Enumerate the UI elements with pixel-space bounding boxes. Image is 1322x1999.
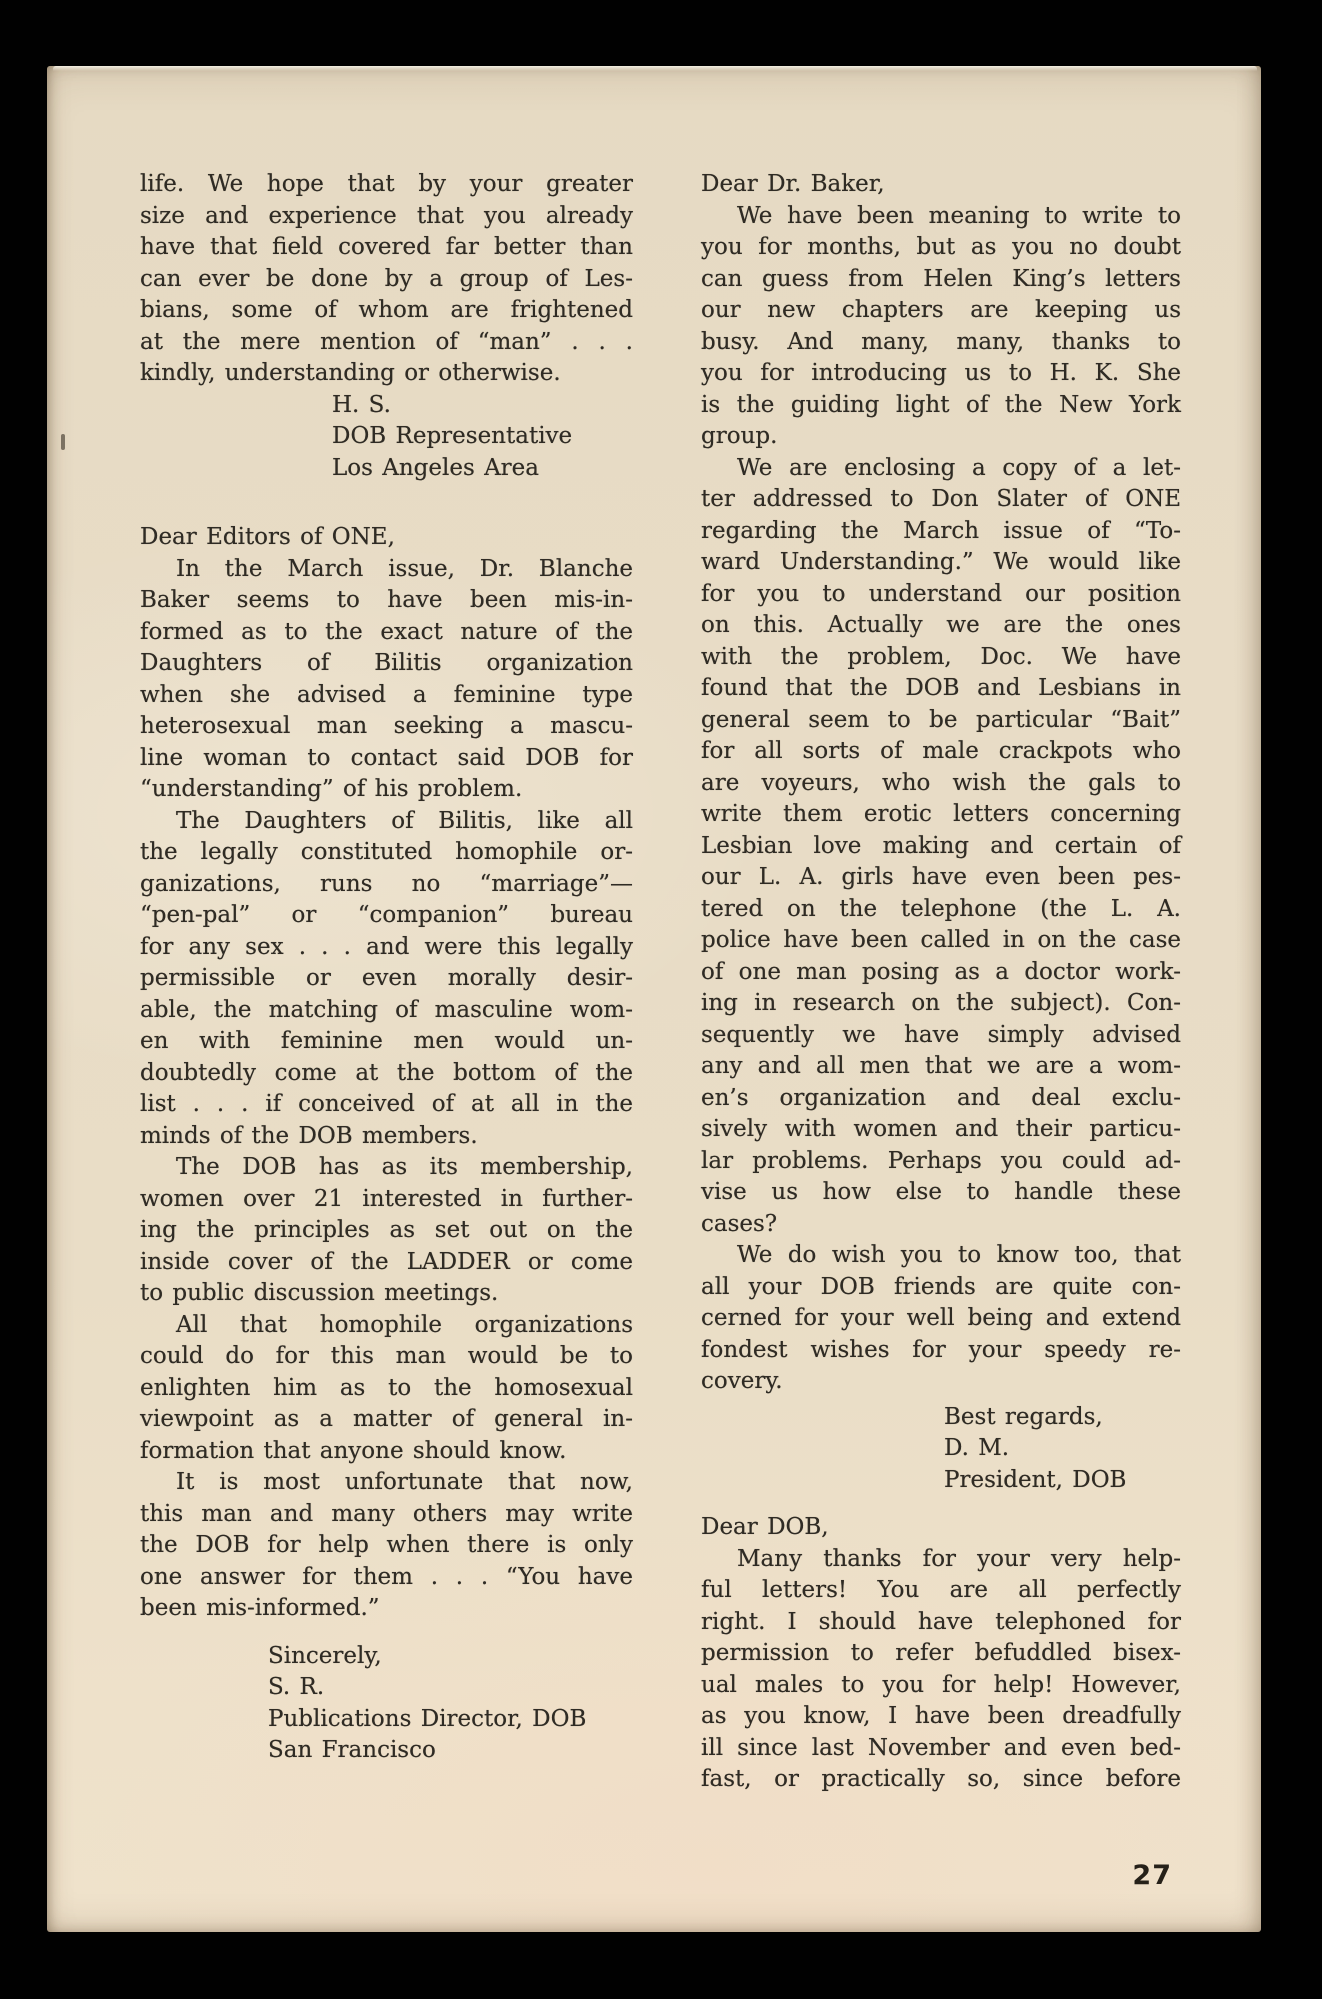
text-line: our new chapters are keeping us <box>701 297 1181 323</box>
text-line: one answer for them . . . “You have <box>140 1563 633 1590</box>
text-line: kindly, understanding or otherwise. <box>140 360 561 386</box>
paragraph <box>701 1544 1181 1796</box>
text-line: been mis-informed.” <box>140 1595 380 1621</box>
text-line: ganizations, runs no “marriage”— <box>140 870 633 897</box>
text-line: cases? <box>701 1210 778 1237</box>
text-line: S. R. <box>268 1674 325 1700</box>
text-line: ill since last November and even bed- <box>701 1734 1181 1761</box>
text-line: could do for this man would be to <box>140 1343 633 1369</box>
text-line: Sincerely, <box>268 1642 382 1669</box>
column-right <box>701 169 1181 1796</box>
text-line: as you know, I have been dreadfully <box>701 1703 1181 1729</box>
text-line: fondest wishes for your speedy re- <box>701 1336 1181 1363</box>
text-line: en with feminine men would un- <box>140 1028 633 1054</box>
paragraph <box>701 201 1181 453</box>
text-line: sequently we have simply advised <box>701 1021 1181 1048</box>
text-line: our L. A. girls have even been pes- <box>701 864 1181 890</box>
text-line: police have been called in on the case <box>701 927 1181 953</box>
paragraph <box>140 1310 633 1468</box>
text-line: group. <box>701 423 778 449</box>
text-line: We are enclosing a copy of a let- <box>737 454 1181 481</box>
text-line: can guess from Helen King’s letters <box>701 265 1181 292</box>
paragraph <box>701 453 1181 1241</box>
text-line: cerned for your well being and extend <box>701 1305 1181 1331</box>
page-number: 27 <box>1132 1860 1172 1891</box>
text-line: San Francisco <box>268 1737 436 1763</box>
text-line: vise us how else to handle these <box>701 1179 1181 1205</box>
paragraph <box>140 806 633 1153</box>
text-line: inside cover of the LADDER or come <box>140 1248 633 1275</box>
text-line: size and experience that you already <box>140 202 633 229</box>
text-line: when she advised a feminine type <box>140 681 633 708</box>
text-line: any and all men that we are a wom- <box>701 1053 1181 1079</box>
text-line: ward Understanding.” We would like <box>701 549 1181 575</box>
text-line: In the March issue, Dr. Blanche <box>176 555 633 582</box>
text-line: this man and many others may write <box>140 1500 633 1527</box>
text-line: to public discussion meetings. <box>140 1280 499 1306</box>
text-line: H. S. <box>332 391 391 418</box>
text-line: enlighten him as to the homosexual <box>140 1374 633 1401</box>
paper-edge-mark <box>61 434 65 450</box>
text-line: for any sex . . . and were this legally <box>140 933 633 960</box>
column-left <box>140 169 633 1767</box>
text-line: Dear DOB, <box>701 1514 829 1540</box>
text-line: able, the matching of masculine wom- <box>140 996 633 1023</box>
text-line: list . . . if conceived of at all in the <box>140 1091 633 1117</box>
text-line: have that field covered far better than <box>140 234 633 260</box>
magazine-page <box>47 66 1261 1932</box>
text-line: ing in research on the subject). Con- <box>701 990 1181 1016</box>
salutation-dear-editors <box>140 522 633 554</box>
text-line: DOB Representative <box>332 423 573 449</box>
signature-block-hs <box>140 390 633 485</box>
text-line: D. M. <box>944 1435 1010 1461</box>
text-line: viewpoint as a matter of general in- <box>140 1406 633 1432</box>
paragraph <box>140 554 633 806</box>
text-line: en’s organization and deal exclu- <box>701 1084 1181 1111</box>
text-line: Publications Director, DOB <box>268 1705 587 1732</box>
text-line: you for months, but as you no doubt <box>701 234 1181 260</box>
text-line: permissible or even morally desir- <box>140 965 633 991</box>
salutation-dear-dob <box>701 1512 1181 1544</box>
text-line: ful letters! You are all perfectly <box>701 1577 1181 1603</box>
text-line: President, DOB <box>944 1466 1127 1493</box>
text-line: sively with women and their particu- <box>701 1116 1181 1142</box>
text-line: are voyeurs, who wish the gals to <box>701 769 1181 796</box>
text-line: is the guiding light of the New York <box>701 391 1181 418</box>
text-line: It is most unfortunate that now, <box>176 1469 633 1495</box>
text-line: formation that anyone should know. <box>140 1437 567 1464</box>
text-line: on this. Actually we are the ones <box>701 612 1181 638</box>
text-line: Daughters of Bilitis organization <box>140 650 633 676</box>
letter-continuation-paragraph <box>140 169 633 390</box>
text-line: Los Angeles Area <box>332 454 540 481</box>
text-line: for all sorts of male crackpots who <box>701 738 1181 764</box>
text-line: regarding the March issue of “To- <box>701 517 1181 544</box>
text-line: bians, some of whom are frightened <box>140 297 633 323</box>
signature-block-dm <box>701 1402 1181 1497</box>
text-line: all your DOB friends are quite con- <box>701 1273 1181 1300</box>
text-line: line woman to contact said DOB for <box>140 744 633 771</box>
text-line: formed as to the exact nature of the <box>140 618 633 645</box>
text-line: “pen-pal” or “companion” bureau <box>140 902 633 928</box>
text-line: tered on the telephone (the L. A. <box>701 895 1181 922</box>
text-line: We do wish you to know too, that <box>737 1242 1181 1268</box>
text-line: ter addressed to Don Slater of ONE <box>701 486 1181 512</box>
text-line: All that homophile organizations <box>176 1311 633 1338</box>
text-line: doubtedly come at the bottom of the <box>140 1059 633 1086</box>
text-line: busy. And many, many, thanks to <box>701 328 1181 355</box>
text-line: you for introducing us to H. K. She <box>701 360 1181 386</box>
paragraph <box>140 1467 633 1625</box>
text-line: The Daughters of Bilitis, like all <box>176 807 633 834</box>
text-line: ual males to you for help! However, <box>701 1671 1181 1698</box>
text-line: lar problems. Perhaps you could ad- <box>701 1147 1181 1174</box>
text-line: write them erotic letters concerning <box>701 801 1181 827</box>
text-line: can ever be done by a group of Les- <box>140 265 633 292</box>
text-line: Dear Dr. Baker, <box>701 171 885 197</box>
text-line: for you to understand our position <box>701 580 1181 607</box>
paragraph <box>140 1152 633 1310</box>
text-line: permission to refer befuddled bisex- <box>701 1640 1181 1666</box>
text-line: the DOB for help when there is only <box>140 1532 633 1558</box>
text-line: Lesbian love making and certain of <box>701 832 1181 859</box>
signature-block-sr <box>140 1641 633 1767</box>
text-line: fast, or practically so, since before <box>701 1766 1181 1792</box>
text-line: Many thanks for your very help- <box>737 1545 1181 1572</box>
text-line: Best regards, <box>944 1403 1103 1430</box>
text-line: general seem to be particular “Bait” <box>701 706 1181 733</box>
text-line: with the problem, Doc. We have <box>701 643 1181 670</box>
paragraph <box>701 1240 1181 1398</box>
text-line: at the mere mention of “man” . . . <box>140 328 633 355</box>
text-line: life. We hope that by your greater <box>140 171 633 197</box>
text-line: heterosexual man seeking a mascu- <box>140 713 633 739</box>
text-line: minds of the DOB members. <box>140 1122 478 1149</box>
text-line: The DOB has as its membership, <box>176 1154 633 1180</box>
text-line: “understanding” of his problem. <box>140 776 523 802</box>
text-line: Baker seems to have been mis-in- <box>140 587 633 613</box>
text-line: women over 21 interested in further- <box>140 1185 633 1212</box>
salutation-dear-dr-baker <box>701 169 1181 201</box>
text-line: ing the principles as set out on the <box>140 1217 633 1243</box>
text-line: found that the DOB and Lesbians in <box>701 675 1181 701</box>
text-line: the legally constituted homophile or- <box>140 839 633 865</box>
text-line: covery. <box>701 1368 783 1394</box>
text-line: of one man posing as a doctor work- <box>701 958 1181 985</box>
text-line: Dear Editors of ONE, <box>140 524 395 550</box>
text-line: right. I should have telephoned for <box>701 1608 1181 1635</box>
text-line: We have been meaning to write to <box>737 202 1181 229</box>
